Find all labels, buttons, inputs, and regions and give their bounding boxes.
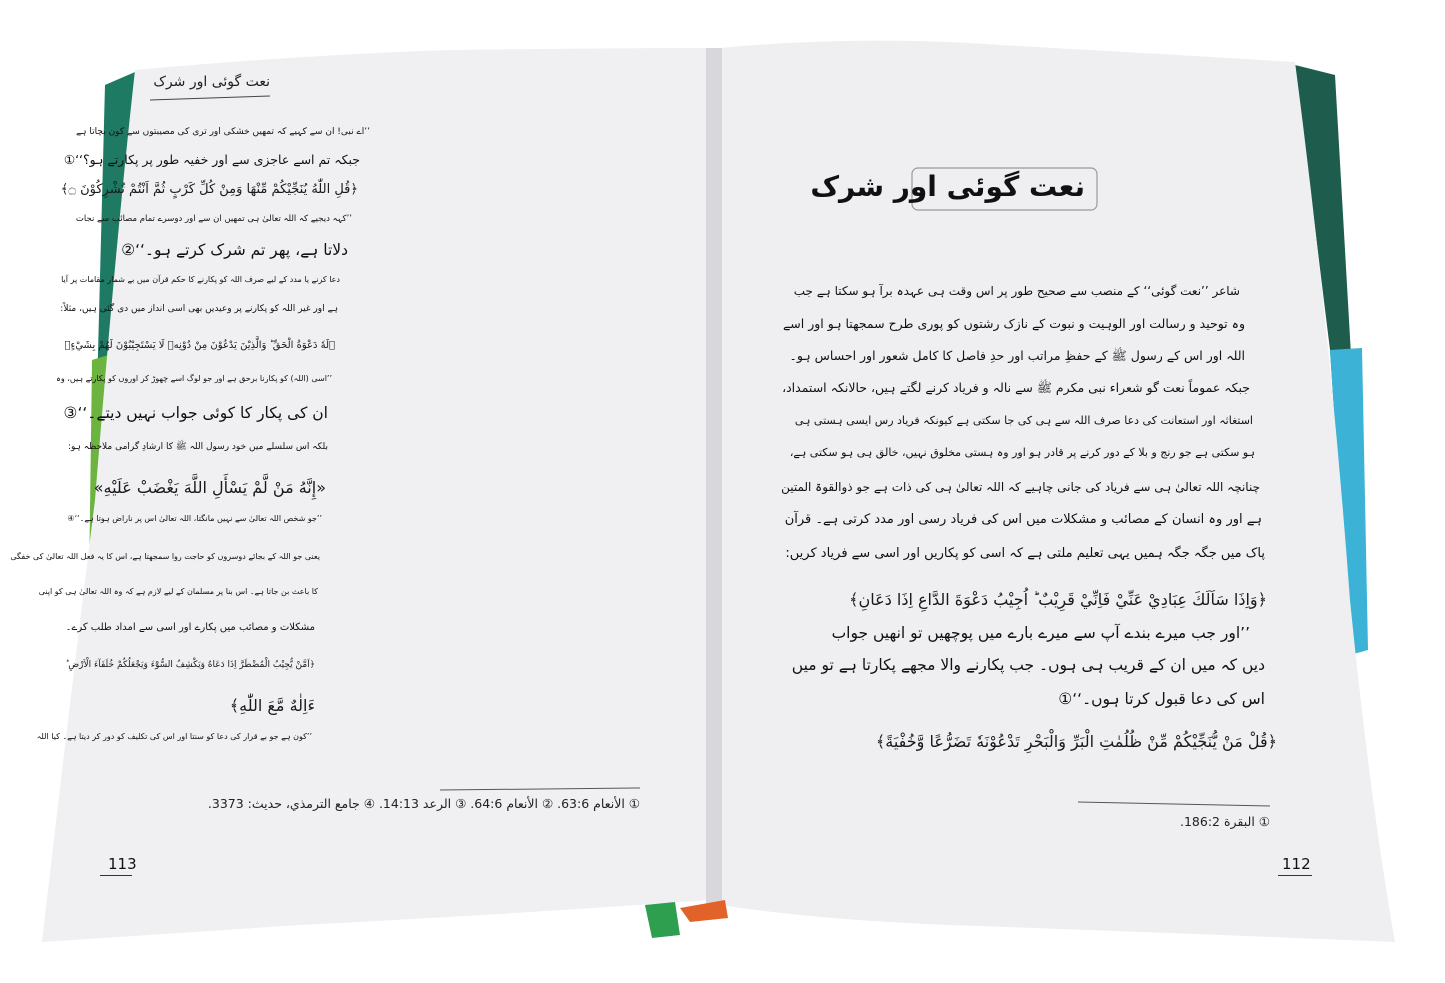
- page-number-underline: [100, 875, 132, 876]
- quran-verse: ﴿قُلْ مَنْ يُّنَجِّيْكُمْ مِّنْ ظُلُمٰتِ الْبَرِّ وَالْبَحْرِ تَدْعُوْنَهٗ تَضَرُّعًا وَّخُفْيَةً﴾: [875, 732, 1277, 751]
- text-line: ’’جو شخص اللہ تعالیٰ سے نہیں مانگتا، اللہ تعالیٰ اس پر ناراض ہوتا ہے۔‘‘④: [67, 514, 322, 523]
- text-line: ہے اور وہ انسان کے مصائب و مشکلات میں اس کی فریاد رسی اور مدد کرتی ہے۔ قرآن: [784, 512, 1262, 527]
- chapter-heading: نعت گوئی اور شرک: [810, 170, 1085, 203]
- text-line: شاعر ’’نعت گوئی‘‘ کے منصب سے صحیح طور پر اس وقت ہی عہدہ برآ ہو سکتا ہے جب: [793, 284, 1240, 298]
- quran-verse: ﴿اَمَّنْ يُّجِيْبُ الْمُضْطَرَّ اِذَا دَعَاهُ وَيَكْشِفُ السُّوْٓءَ وَيَجْعَلُكُمْ خُلَفَآءَ الْاَرْضِ ؕ: [65, 660, 315, 670]
- text-line: ’’کہہ دیجیے کہ اللہ تعالیٰ ہی تمھیں ان سے اور دوسرے تمام مصائب سے نجات: [75, 214, 352, 224]
- running-head: نعت گوئی اور شرک: [153, 74, 270, 90]
- text-line: پاک میں جگہ جگہ ہمیں یہی تعلیم ملتی ہے کہ اسی کو پکاریں اور اسی سے فریاد کریں:: [785, 546, 1265, 561]
- text-line: اللہ اور اس کے رسول ﷺ کے حفظِ مراتب اور حدِ فاصل کا کامل شعور اور احساس ہو۔: [789, 348, 1245, 363]
- text-line: دلاتا ہے، پھر تم شرک کرتے ہو۔‘‘②: [121, 241, 348, 259]
- quran-verse: ءَاِلٰهٌ مَّعَ اللّٰهِ﴾: [229, 696, 315, 715]
- text-line: ’’اے نبی! ان سے کہیے کہ تمھیں خشکی اور تری کی مصیبتوں سے کون بچاتا ہے: [76, 127, 370, 137]
- quran-verse: ﴿وَاِذَا سَاَلَكَ عِبَادِيْ عَنِّيْ فَاِنِّيْ قَرِيْبٌ ؕ اُجِيْبُ دَعْوَةَ الدَّاعِ اِذَا دَعَانِ﴾: [849, 590, 1267, 609]
- quran-verse: ﴿قُلِ اللّٰهُ يُنَجِّيْكُمْ مِّنْهَا وَمِنْ كُلِّ كَرْبٍ ثُمَّ اَنْتُمْ تُشْرِكُوْنَ ۝﴾: [60, 182, 358, 197]
- text-line: بلکہ اس سلسلے میں خود رسول اللہ ﷺ کا ارشادِ گرامی ملاحظہ ہو:: [67, 442, 328, 452]
- text-line: جبکہ عموماً نعت گو شعراء نبی مکرم ﷺ سے نالہ و فریاد کرنے لگتے ہیں، حالانکہ استمداد،: [782, 380, 1250, 395]
- page-number: 112: [1282, 855, 1311, 873]
- text-line: دیں کہ میں ان کے قریب ہی ہوں۔ جب پکارنے والا مجھے پکارتا ہے تو میں: [791, 656, 1265, 674]
- right-page: [720, 0, 1445, 983]
- right-footnotes: ① البقرة 186:2.: [1180, 814, 1270, 829]
- text-line: ان کی پکار کا کوئی جواب نہیں دیتے۔‘‘③: [63, 404, 328, 422]
- hadith-text: «إِنَّهُ مَنْ لَّمْ يَسْأَلِ اللَّهَ يَغْضَبْ عَلَيْهِ»: [93, 478, 326, 497]
- text-line: یعنی جو اللہ کے بجائے دوسروں کو حاجت روا سمجھتا ہے، اس کا یہ فعل اللہ تعالیٰ کی خفگی: [10, 552, 320, 561]
- text-line: ’’اسی (اللہ) کو پکارنا برحق ہے اور جو لوگ اسے چھوڑ کر اوروں کو پکارتے ہیں، وہ: [56, 374, 332, 383]
- text-line: وہ توحید و رسالت اور الوہیت و نبوت کے نازک رشتوں کو پوری طرح سمجھتا ہو اور اسے: [782, 316, 1245, 331]
- page-number: 113: [108, 855, 137, 873]
- left-page: [0, 0, 720, 983]
- text-line: ہو سکتی ہے جو رنج و بلا کے دور کرنے پر قادر ہو اور وہ ہستی مخلوق نہیں، خالق ہی ہو سکتی ہے،: [789, 446, 1255, 459]
- text-line: استغاثہ اور استعانت کی دعا صرف اللہ سے ہی کی جا سکتی ہے کیونکہ فریاد رس ایسی ہستی ہی: [794, 414, 1253, 427]
- left-footnotes: ① الأنعام 63:6. ② الأنعام 64:6. ③ الرعد 14:13. ④ جامع الترمذي، حديث: 3373.: [207, 796, 640, 811]
- text-line: مشکلات و مصائب میں پکارے اور اسی سے امداد طلب کرے۔: [65, 622, 315, 633]
- text-line: دعا کرنے یا مدد کے لیے صرف اللہ کو پکارنے کا حکم قرآن میں بے شمار مقامات پر آیا: [61, 275, 340, 284]
- text-line: چنانچہ اللہ تعالیٰ ہی سے فریاد کی جانی چاہیے کہ اللہ تعالیٰ ہی کی ذات ہے جو ذوالقوۃ المتین: [781, 480, 1260, 494]
- text-line: ’’اور جب میرے بندے آپ سے میرے بارے میں پوچھیں تو انھیں جواب: [831, 624, 1250, 642]
- text-line: جبکہ تم اسے عاجزی سے اور خفیہ طور پر پکارتے ہو؟‘‘①: [63, 152, 360, 167]
- text-line: ہے اور غیر اللہ کو پکارنے پر وعیدیں بھی اسی انداز میں دی گئی ہیں، مثلاً:: [60, 304, 338, 314]
- text-line: ’’کون ہے جو بے قرار کی دعا کو سنتا اور اس کی تکلیف کو دور کر دیتا ہے۔ کیا اللہ: [36, 732, 312, 741]
- text-line: اس کی دعا قبول کرتا ہوں۔‘‘①: [1058, 690, 1265, 708]
- page-number-underline: [1278, 875, 1312, 876]
- text-line: کا باعث بن جاتا ہے۔ اس بنا پر مسلمان کے لیے لازم ہے کہ وہ اللہ تعالیٰ ہی کو اپنی: [38, 587, 318, 596]
- quran-verse: ﴿لَهٗ دَعْوَةُ الْحَقِّ ؕ وَالَّذِيْنَ يَدْعُوْنَ مِنْ دُوْنِهٖ لَا يَسْتَجِيْبُوْنَ لَهُمْ بِشَيْءٍ﴾: [64, 340, 335, 351]
